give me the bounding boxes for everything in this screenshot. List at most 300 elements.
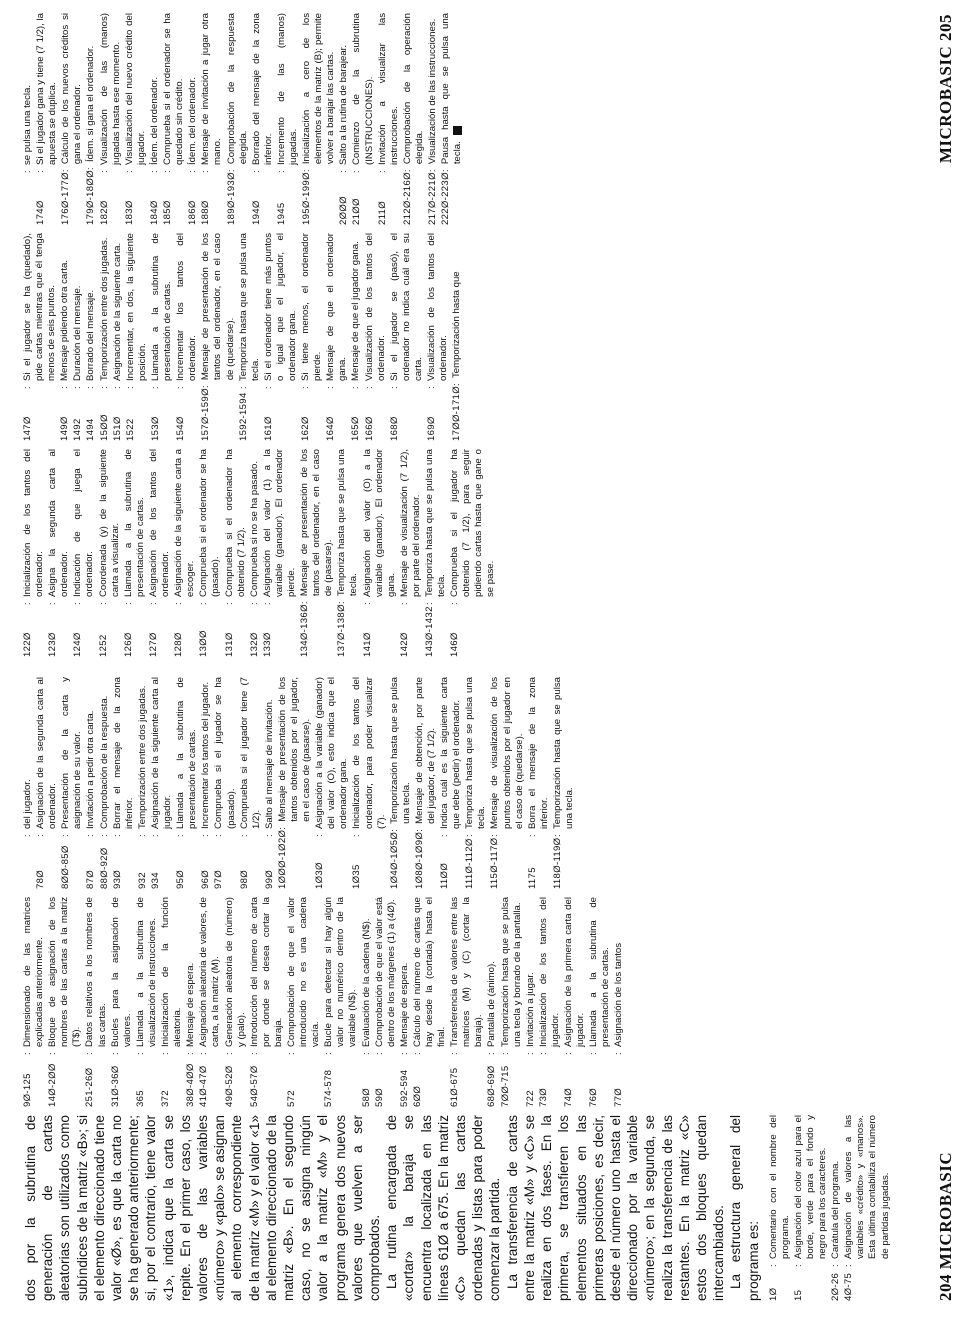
colon-separator: : (98, 834, 110, 837)
line-description: del jugador. (22, 779, 33, 829)
line-description: Temporización hasta que se pulsa una tecla. (388, 677, 412, 824)
line-number: 174Ø (35, 200, 47, 225)
program-line-entry (793, 1115, 829, 1301)
line-number: 141Ø (361, 632, 373, 657)
page-204-column-3 (22, 677, 917, 889)
colon-separator: : (60, 169, 72, 173)
program-line-entry (427, 13, 439, 225)
line-number: 15 (792, 1289, 804, 1301)
line-description: Incrementar los tantos del jugador. (200, 681, 212, 829)
line-description: Ídem. del ordenador. (187, 76, 199, 165)
line-description: Si el jugador gana y tiene (7 1/2), la apuesta se duplica. (35, 13, 59, 165)
colon-separator: : (136, 834, 148, 837)
colon-separator: : (72, 386, 84, 389)
line-number: 165Ø (350, 416, 362, 441)
colon-separator: : (350, 386, 362, 389)
line-number: 183Ø (123, 200, 135, 225)
colon-separator: : (486, 1052, 498, 1055)
line-number: 59Ø (373, 1087, 385, 1107)
line-number: 13ØØ (198, 630, 210, 657)
colon-separator: : (792, 1264, 804, 1267)
program-line-entry (389, 233, 425, 441)
program-line-entry (198, 449, 222, 657)
colon-separator: : (588, 1052, 600, 1055)
program-line-entry (224, 897, 248, 1107)
line-description: Coordenada (y) de la siguiente carta a visualizar. (97, 449, 121, 597)
line-description: Llamada a la subrutina de presentación de cartas. (588, 897, 612, 1047)
line-description: Temporiza hasta que se pulsa una tecla. (424, 449, 448, 597)
line-number: 153Ø (149, 416, 161, 441)
colon-separator: : (187, 170, 199, 173)
program-line-entry (402, 13, 426, 225)
program-line-entry (613, 897, 625, 1107)
line-description: Temporización entre dos jugadas. (136, 685, 148, 829)
line-description: Comprueba si el jugador tiene (7 1/2). (238, 677, 262, 829)
colon-separator: : (413, 829, 425, 832)
program-line-entry (350, 233, 362, 441)
program-line-entry (351, 13, 375, 225)
page-204-column-1 (22, 1115, 917, 1301)
program-line-entry (47, 897, 83, 1107)
program-line-entry (226, 13, 250, 225)
colon-separator: : (285, 1052, 297, 1055)
line-number: 111Ø-112Ø (464, 838, 476, 889)
line-description: Si el jugador se (pasó), el ordenador no indica cuál era su carta. (388, 233, 424, 381)
line-number: 151Ø (111, 416, 123, 441)
colon-separator: : (299, 601, 311, 605)
program-line-entry (439, 677, 463, 889)
program-line-entry (99, 13, 123, 225)
line-description: Visualización de los tantos del ordenador. (363, 233, 387, 381)
line-number: 97Ø (213, 869, 225, 889)
line-description: Comprueba si no se ha pasado. (248, 461, 260, 597)
line-number: 8ØØ-85Ø (60, 845, 72, 889)
line-number: 222Ø-223Ø (440, 172, 452, 225)
line-number: 123Ø (47, 632, 59, 657)
line-number: 6ØØ (411, 1085, 423, 1107)
line-description: Ídem. si gana el ordenador. (85, 45, 97, 163)
program-line-entry (200, 233, 236, 441)
intro-text (22, 1115, 762, 1301)
colon-separator: : (124, 386, 136, 389)
colon-separator: : (275, 170, 287, 173)
line-number: 154Ø (175, 416, 187, 441)
line-description: Temporización hasta que se pulsa una tecla. (551, 677, 576, 829)
colon-separator: : (388, 386, 400, 389)
program-line-entry (263, 233, 299, 441)
colon-separator: : (551, 834, 563, 837)
colon-separator: : (47, 1052, 59, 1055)
line-description: Comprobación de la respuesta elegida. (225, 13, 249, 165)
program-line-entry (251, 13, 275, 225)
line-description: Invitación a pedir otra carta. (85, 710, 97, 829)
line-number: 1522 (124, 418, 136, 441)
line-number (22, 837, 34, 889)
colon-separator: : (248, 602, 260, 605)
program-line-entry (399, 449, 423, 657)
line-number: 146Ø (449, 632, 461, 657)
page-204-footer (936, 1152, 956, 1301)
program-line-entry (299, 449, 335, 657)
line-number: 1Ø35 (351, 864, 363, 889)
line-description: Salto a la rutina de barajear. (338, 44, 350, 165)
line-description: Comprueba si el ordenador se ha (pasado). (198, 449, 222, 597)
line-number: 93Ø (111, 869, 123, 889)
colon-separator: : (263, 834, 275, 837)
line-description: Comentario con el nombre del programa. (767, 1115, 791, 1259)
line-number: 7ØØ-715 (499, 1065, 511, 1107)
page-number: 205 (936, 14, 955, 41)
line-description: Asignación del valor (O) a la variable (ganador). El ordenador gana. (361, 449, 397, 597)
program-line-entry (364, 233, 388, 441)
line-description: Visualización de los tantos del ordenador. (426, 233, 450, 381)
line-number: 185Ø (162, 200, 174, 225)
colon-separator: : (363, 386, 375, 389)
program-line-entry (135, 897, 159, 1107)
colon-separator: : (111, 834, 123, 837)
line-number: 1494 (85, 418, 97, 441)
page-204-col1-entries (768, 1115, 892, 1301)
program-line-entry (276, 13, 300, 225)
line-description: Asignación a la variable (ganador) del valor (O), esto indica que el ordenador gana. (314, 677, 350, 829)
program-line-entry (768, 1115, 792, 1301)
program-line-entry (22, 897, 46, 1107)
program-line-entry (588, 897, 612, 1107)
colon-separator: : (109, 1052, 121, 1055)
line-number: 99Ø (263, 869, 275, 889)
colon-separator: : (237, 386, 249, 389)
line-description: Asignación del color azul para el borde, verde para el fondo y negro para los caracteres. (792, 1115, 829, 1259)
line-number: 76Ø (588, 1087, 600, 1107)
line-number: 176Ø-177Ø (60, 172, 72, 225)
line-number: 95Ø (175, 869, 187, 889)
line-description: Comprueba si el ordenador ha obtenido (7 1/2). (223, 449, 247, 597)
program-line-entry (149, 13, 161, 225)
program-line-entry (527, 677, 551, 889)
line-description: Asignación de la segunda carta al ordenador. (35, 677, 59, 829)
colon-separator: : (200, 170, 212, 173)
line-number: 9Ø-125 (22, 1073, 33, 1107)
line-description: Comprobación de que el valor introducido no es una cadena vacía. (285, 897, 322, 1047)
program-line-entry (249, 897, 285, 1107)
line-number: 365 (134, 1090, 146, 1107)
line-number: 592-594 (398, 1069, 410, 1107)
line-number: 1ØØØ-1Ø2Ø (276, 829, 288, 889)
colon-separator: : (398, 602, 410, 605)
program-line-entry (374, 897, 398, 1107)
colon-separator: : (499, 1052, 511, 1055)
program-line-entry (563, 897, 587, 1107)
line-description: Visualización de las (manos) jugadas hasta ese momento. (98, 13, 122, 165)
line-description: Bucles para la asignación de valores. (109, 897, 133, 1047)
line-description: Asignación de los tantos del ordenador. (147, 449, 172, 597)
colon-separator: : (84, 1052, 96, 1055)
colon-separator: : (225, 169, 237, 173)
program-line-entry (323, 897, 359, 1107)
program-line-entry (500, 897, 524, 1107)
program-line-entry (464, 677, 488, 889)
line-description: Inicialización de los tantos del jugador. (537, 897, 561, 1047)
line-description: Inicialización de los tantos del ordenador. (22, 449, 46, 597)
line-number: 41Ø-47Ø (198, 1065, 210, 1107)
running-title: MICROBASIC (936, 45, 955, 164)
line-number: 128Ø (173, 632, 185, 657)
program-line-entry (301, 13, 337, 225)
line-description: Llamada a la subrutina de visualización de instrucciones. (134, 897, 158, 1047)
line-number: 372 (160, 1090, 172, 1107)
program-line-entry (22, 677, 34, 889)
program-line-entry (22, 13, 34, 225)
program-line-entry (830, 1115, 842, 1301)
line-description: Transferencia de valores entre las matrices (M) y (C) (cortar la baraja). (449, 897, 485, 1047)
line-number: 1Ø3Ø (314, 862, 326, 889)
colon-separator: : (439, 834, 451, 837)
line-number: 88Ø-92Ø (98, 847, 110, 889)
line-number: 574-578 (323, 1069, 335, 1107)
colon-separator: : (149, 386, 161, 389)
line-description: Mensaje de que el ordenador gana. (325, 233, 349, 381)
program-line-entry (72, 233, 84, 441)
colon-separator: : (361, 602, 373, 605)
line-number: 149Ø (59, 416, 71, 441)
colon-separator: : (262, 386, 274, 389)
line-description: Comprueba si el jugador ha obtenido (7 1/2), para seguir pidiendo cartas hasta que gane o se pase. (449, 449, 497, 597)
program-line-entry (124, 13, 148, 225)
line-description: Llamada a la subrutina de presentación de cartas. (175, 677, 199, 829)
line-number: 132Ø (248, 632, 260, 657)
program-line-entry (47, 449, 71, 657)
colon-separator: : (388, 829, 400, 832)
program-line-entry (175, 677, 199, 889)
line-description: Mensaje de obtención, por parte del jugador, de (7 1/2). (413, 677, 437, 824)
colon-separator: : (351, 170, 363, 173)
line-description: Temporiza hasta que se pulsa una tecla. (336, 449, 360, 597)
page-205-column-2 (22, 233, 917, 441)
line-description: Comienzo de la subrutina (INSTRUCCIONES). (351, 13, 375, 165)
line-number: 1Ø8Ø-1Ø9Ø (413, 831, 425, 889)
line-description: Cálculo del número de cartas que hay desde la (cortada) hasta el final. (411, 897, 448, 1047)
line-number: 189Ø-193Ø (225, 172, 237, 225)
program-line-entry (160, 897, 184, 1107)
program-line-entry (98, 449, 122, 657)
colon-separator: : (398, 1052, 410, 1055)
colon-separator: : (200, 834, 212, 837)
program-line-entry (224, 449, 248, 657)
line-description: Comprueba si el jugador se ha (pasado). (213, 677, 237, 829)
colon-separator: : (22, 386, 33, 389)
colon-separator: : (376, 170, 388, 173)
line-number: 74Ø (563, 1087, 575, 1107)
line-description: Mensaje de visualización de los puntos obtenidos por el jugador en el caso de (quedarse). (489, 677, 525, 829)
program-line-entry (35, 677, 59, 889)
line-number: 126Ø (122, 632, 134, 657)
colon-separator: : (35, 834, 47, 837)
line-number: 118Ø-119Ø (551, 837, 563, 889)
colon-separator: : (85, 834, 97, 837)
line-number: 17ØØ-171Ø (451, 386, 463, 441)
line-description: Incrementar, en dos, la siguiente posición. (124, 233, 148, 381)
colon-separator: : (134, 1052, 146, 1055)
line-description: Salto al mensaje de invitación. (263, 699, 275, 829)
colon-separator: : (449, 1052, 461, 1055)
line-number: 169Ø (426, 416, 437, 441)
intro-paragraph-3: La transferencia de cartas entre la matriz «M» y «C» se realiza en dos fases. En la primera, se transfieren los elementos situados en las primeras posiciones, es decir, desde el número uno hasta el direccionado por la variable «número»; en la segunda, se realiza la transferencia de las restantes. En la matriz «C» estos dos bloques quedan intercambiados. (504, 1115, 727, 1301)
colon-separator: : (261, 602, 273, 605)
colon-separator: : (373, 1052, 385, 1055)
program-line-entry (426, 233, 450, 441)
colon-separator: : (351, 834, 363, 837)
program-line-entry (110, 897, 134, 1107)
colon-separator: : (427, 169, 438, 173)
program-line-entry (424, 449, 448, 657)
line-number: 143Ø-1432 (424, 606, 435, 657)
line-number: 115Ø-117Ø (489, 837, 501, 889)
program-line-entry (137, 677, 149, 889)
colon-separator: : (198, 1052, 210, 1055)
line-description: Pantalla de (ánimo). (486, 961, 498, 1047)
colon-separator: : (451, 383, 463, 387)
colon-separator: : (175, 834, 187, 837)
program-line-entry (175, 233, 199, 441)
page-204-column-2 (22, 897, 917, 1107)
line-description: Borrado del mensaje. (85, 289, 97, 381)
program-line-entry (99, 233, 111, 441)
program-line-entry (389, 677, 413, 889)
line-description: Si tiene menos, el ordenador pierde. (300, 233, 324, 381)
program-line-entry (173, 449, 197, 657)
colon-separator: : (830, 1264, 842, 1267)
line-number: 124Ø (72, 632, 84, 657)
line-description: Temporización hasta que se pulsa una tecla y borrado de la pantalla. (499, 897, 523, 1047)
line-description: Inicialización de los tantos del ordenador, para poder visualizar (7). (351, 677, 387, 829)
colon-separator: : (223, 1052, 235, 1055)
page-205-footer (936, 14, 956, 163)
line-description: Evaluación de la cadena (N$). (360, 918, 372, 1047)
colon-separator: : (248, 1052, 260, 1055)
line-number (22, 173, 34, 225)
program-line-entry (440, 13, 464, 225)
page-number: 204 (936, 1274, 955, 1301)
colon-separator: : (449, 602, 461, 605)
line-description: Mensaje de invitación a jugar otra mano. (200, 13, 224, 165)
line-number: 131Ø (223, 632, 235, 657)
line-number: 21ØØ (351, 198, 363, 225)
line-number: 77Ø (613, 1087, 625, 1107)
line-description: Asigna la segunda carta al ordenador. (47, 449, 71, 597)
line-number: 934 (149, 872, 161, 889)
line-description: Asignación del valor (1) a la variable (ganador). El ordenador pierde. (261, 449, 297, 597)
program-line-entry (399, 897, 411, 1107)
line-description: Indica cuál es la siguiente carta que debe (pedir) el ordenador. (439, 677, 463, 829)
program-line-entry (338, 13, 350, 225)
line-description: Invitación a visualizar las instrucciones. (376, 13, 400, 165)
running-title: MICROBASIC (936, 1151, 955, 1270)
line-number: 195Ø-199Ø (301, 172, 313, 225)
line-number: 31Ø-36Ø (109, 1065, 121, 1107)
program-line-entry (264, 677, 276, 889)
line-description: Indicación de que juega el ordenador. (72, 449, 96, 597)
colon-separator: : (72, 602, 84, 605)
program-line-entry (362, 449, 398, 657)
line-number: 168Ø (388, 416, 400, 441)
line-description: Temporización entre dos jugadas. (98, 237, 110, 381)
line-description: Mensaje de que el jugador gana. (350, 241, 362, 381)
program-line-entry (99, 677, 111, 889)
line-number: 147Ø (22, 416, 33, 441)
colon-separator: : (185, 1052, 197, 1055)
line-number: 61Ø-675 (449, 1067, 461, 1107)
program-line-entry (72, 449, 96, 657)
line-number: 1252 (97, 634, 109, 657)
line-number: 217Ø-221Ø (427, 172, 438, 225)
line-description: Llamada a la subrutina de presentación de cartas. (122, 449, 146, 597)
program-line-entry (185, 897, 197, 1107)
line-number: 133Ø (261, 632, 273, 657)
line-description: Temporiza hasta que se pulsa una tecla. (464, 677, 488, 829)
program-line-entry (85, 13, 97, 225)
program-line-entry (449, 897, 485, 1107)
line-description: Datos relativos a los nombres de las cartas. (84, 897, 108, 1047)
program-line-entry (198, 897, 222, 1107)
square-end-mark-icon (453, 126, 462, 135)
colon-separator: : (198, 602, 210, 605)
line-description: Mensaje de visualización (7 1/2), por parte del ordenador. (398, 449, 422, 597)
program-line-entry (314, 677, 350, 889)
line-description: Cálculo de los nuevos créditos si gana el ordenador. (60, 13, 84, 165)
line-number: 1492 (72, 418, 84, 441)
line-description: Mensaje de presentación de los tantos del ordenador, en el caso de (pasarse). (299, 449, 335, 597)
line-description: Presentación de la carta y asignación de su valor. (60, 677, 84, 829)
colon-separator: : (524, 1052, 536, 1055)
page-205-column-1 (22, 449, 917, 657)
colon-separator: : (336, 601, 348, 605)
colon-separator: : (175, 386, 187, 389)
program-line-entry (238, 233, 262, 441)
line-number: 15ØØ (98, 414, 110, 441)
line-number: 142Ø (398, 632, 410, 657)
program-line-entry (552, 677, 576, 889)
colon-separator: : (401, 169, 413, 173)
program-line-entry (249, 449, 261, 657)
line-description: Asignación de los tantos (613, 943, 625, 1047)
line-description: Mensaje pidiendo otra carta. (59, 259, 71, 381)
colon-separator: : (489, 834, 501, 837)
colon-separator: : (122, 602, 134, 605)
line-description: Incremento de las (manos) jugadas. (275, 13, 299, 165)
program-line-entry (277, 677, 313, 889)
colon-separator: : (250, 170, 262, 173)
line-number: 96Ø (200, 869, 212, 889)
line-number: 58Ø (360, 1087, 372, 1107)
line-description: Asignación de la siguiente carta. (111, 242, 123, 381)
colon-separator: : (843, 1264, 855, 1267)
line-description: Pausa hasta que se pulsa una tecla. (440, 13, 464, 165)
page-205-column-3 (22, 13, 917, 225)
colon-separator: : (22, 834, 33, 837)
page-204 (0, 665, 970, 1329)
program-line-entry (125, 233, 149, 441)
colon-separator: : (22, 602, 33, 605)
line-number: 11ØØ (439, 862, 451, 889)
colon-separator: : (300, 386, 312, 389)
line-number: 122Ø (22, 632, 33, 657)
program-line-entry (300, 233, 324, 441)
colon-separator: : (35, 170, 47, 173)
line-description: Comprobación de la respuesta. (98, 695, 110, 829)
line-description: Comprueba si el ordenador se ha quedado sin crédito. (162, 13, 186, 165)
line-description: Borra el mensaje de la zona inferior. (526, 677, 550, 829)
program-line-entry (162, 13, 186, 225)
